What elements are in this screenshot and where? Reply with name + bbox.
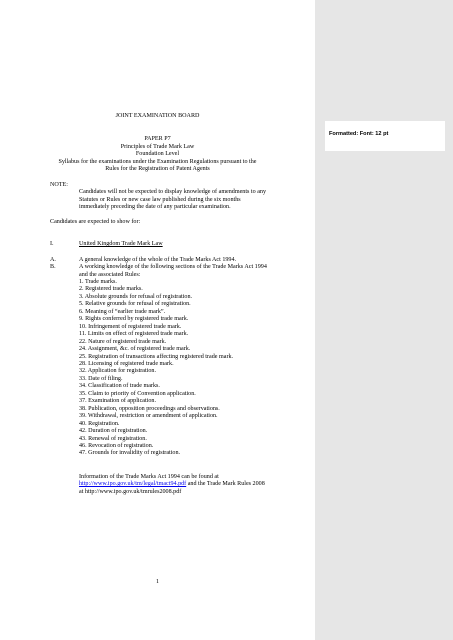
info-line-1: Information of the Trade Marks Act 1994 can be found at bbox=[79, 474, 219, 480]
section-list-item: 37. Examination of application. bbox=[79, 398, 156, 405]
para-a-letter: A. bbox=[50, 257, 56, 263]
syllabus-line-2: Rules for the Registration of Patent Agents bbox=[105, 166, 210, 172]
note-line-1: Candidates will not be expected to display knowledge of amendments to any bbox=[79, 189, 266, 195]
section-list-item: 9. Rights conferred by registered trade mark. bbox=[79, 316, 189, 323]
paper-subject: Principles of Trade Mark Law bbox=[120, 144, 195, 150]
section-list-item: 3. Absolute grounds for refusal of registration. bbox=[79, 293, 193, 300]
section-list-item: 43. Renewal of registration. bbox=[79, 435, 147, 442]
section-list-item: 1. Trade marks. bbox=[79, 279, 117, 285]
section-list-item: 40. Registration. bbox=[79, 420, 120, 427]
section-list-item: 6. Meaning of “earlier trade mark”. bbox=[79, 308, 166, 315]
section-list-item: 28. Licensing of registered trade mark. bbox=[79, 360, 174, 367]
section-list-item: 35. Claim to priority of Convention application. bbox=[79, 390, 196, 397]
paper-number: PAPER P7 bbox=[144, 136, 171, 142]
para-a-text: A general knowledge of the whole of the Trade Marks Act 1994. bbox=[79, 257, 237, 263]
para-b-line-1: A working knowledge of the following sections of the Trade Marks Act 1994 bbox=[79, 264, 267, 270]
section-list-item: 25. Registration of transactions affecting registered trade mark. bbox=[79, 353, 234, 360]
section-list-item: 2. Registered trade marks. bbox=[79, 286, 143, 293]
section-list-item: 22. Nature of registered trade mark. bbox=[79, 338, 167, 345]
para-b-line-2: and the associated Rules: bbox=[79, 272, 141, 278]
section-list-item: 5. Relative grounds for refusal of registration. bbox=[79, 301, 191, 308]
intro-text: Candidates are expected to show for: bbox=[50, 219, 141, 225]
section-list-item: 24. Assignment, &c. of registered trade mark. bbox=[79, 346, 191, 353]
section-list-item: 10. Infringement of registered trade mark. bbox=[79, 323, 182, 330]
section-list-item: 46. Revocation of registration. bbox=[79, 442, 154, 449]
syllabus-line-1: Syllabus for the examinations under the Examination Regulations pursuant to the bbox=[58, 159, 257, 165]
info-line-2-rest: and the Trade Mark Rules 2008 bbox=[186, 481, 265, 487]
para-b-letter: B. bbox=[50, 264, 56, 270]
comment-pane bbox=[315, 0, 453, 640]
board-title: JOINT EXAMINATION BOARD bbox=[115, 113, 200, 119]
note-line-2: Statutes or Rules or new case law published during the six months bbox=[79, 197, 241, 203]
note-line-3: immediately preceding the date of any particular examination. bbox=[79, 204, 231, 210]
paper-level: Foundation Level bbox=[135, 151, 180, 157]
formatted-comment: Formatted: Font: 12 pt bbox=[329, 131, 389, 137]
section-list-item: 32. Application for registration. bbox=[79, 368, 157, 375]
info-line-3: at http://www.ipo.gov.uk/tmrules2008.pdf bbox=[79, 489, 182, 495]
section-list-item: 11. Limits on effect of registered trade mark. bbox=[79, 331, 189, 338]
section-list-item: 38. Publication, opposition proceedings and observations. bbox=[79, 405, 220, 412]
page-number: 1 bbox=[155, 579, 160, 585]
section-list-item: 42. Duration of registration. bbox=[79, 428, 148, 434]
section-list-item: 39. Withdrawal, restriction or amendment of application. bbox=[79, 413, 218, 420]
section-list-item: 33. Date of filing. bbox=[79, 375, 123, 382]
section-list-item: 34. Classification of trade marks. bbox=[79, 383, 160, 390]
info-line-2 bbox=[79, 481, 265, 489]
section-number: I. bbox=[50, 241, 54, 247]
section-list-item: 47. Grounds for invalidity of registration. bbox=[79, 450, 181, 457]
tmact-link[interactable]: http://www.ipo.gov.uk/tm/legal/tmact94.pdf bbox=[79, 481, 187, 487]
section-title: United Kingdom Trade Mark Law bbox=[79, 241, 163, 247]
note-label: NOTE: bbox=[50, 182, 68, 188]
